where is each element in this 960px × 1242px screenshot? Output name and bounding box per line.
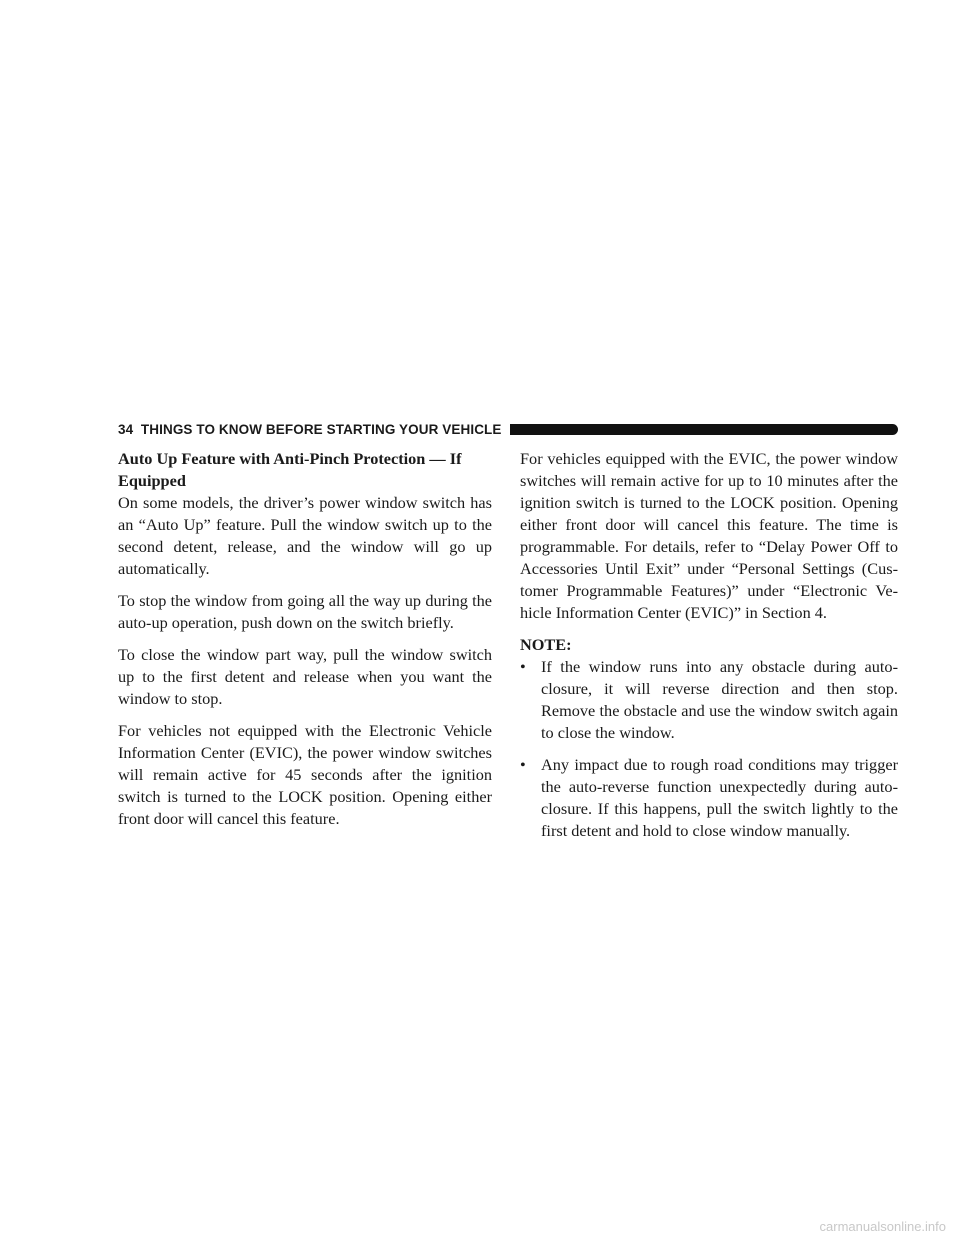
section-title: THINGS TO KNOW BEFORE STARTING YOUR VEHICLE bbox=[140, 421, 502, 437]
right-column bbox=[520, 448, 898, 852]
note-label: NOTE: bbox=[520, 635, 572, 654]
note-bullet-list bbox=[520, 656, 898, 842]
bullet-text-impact: Any impact due to rough road conditions may trigger the auto-reverse function unexpectedly during auto-closure. If this happens, pull the switch lightly to the first detent and hold to close window manually. bbox=[541, 755, 898, 840]
paragraph-close-part-way: To close the window part way, pull the window switch up to the first detent and release when you want the window to stop. bbox=[118, 645, 492, 708]
page-header bbox=[118, 418, 898, 440]
paragraph-no-evic: For vehicles not equipped with the Electronic Vehicle Information Center (EVIC), the power window switches will remain active for 45 seconds after the ignition switch is turned to the LOCK position. Opening either front door will cancel this feature. bbox=[118, 721, 492, 828]
paragraph-evic: For vehicles equipped with the EVIC, the power window switches will remain active for up to 10 minutes after the ignition switch is turned to the LOCK position. Opening either front door will cancel this feature. The time is programmable. For details, refer to “Delay Power Off to Accessories Until Exit” under “Personal Settings (Customer Programmable Features)” under “Electronic Vehicle Information Center (EVIC)” in Section 4. bbox=[520, 449, 898, 622]
bullet-text-obstacle: If the window runs into any obstacle during auto-closure, it will reverse direction and then stop. Remove the obstacle and use the window switch again to close the window. bbox=[541, 657, 898, 742]
paragraph-auto-up: On some models, the driver’s power window switch has an “Auto Up” feature. Pull the window switch up to the second detent, release, and the window will go up automatically. bbox=[118, 493, 492, 578]
watermark: carmanualsonline.info bbox=[819, 1219, 946, 1234]
left-column bbox=[118, 448, 492, 840]
bullet-icon: • bbox=[520, 657, 526, 676]
page-number: 34 bbox=[118, 421, 134, 437]
header-rule-bar bbox=[510, 424, 899, 435]
list-item bbox=[520, 754, 898, 842]
bullet-icon: • bbox=[520, 755, 526, 774]
header-text bbox=[118, 422, 502, 437]
paragraph-stop-window: To stop the window from going all the way up during the auto-up operation, push down on the switch briefly. bbox=[118, 591, 492, 632]
list-item bbox=[520, 656, 898, 744]
section-heading: Auto Up Feature with Anti-Pinch Protection — If Equipped bbox=[118, 449, 462, 490]
